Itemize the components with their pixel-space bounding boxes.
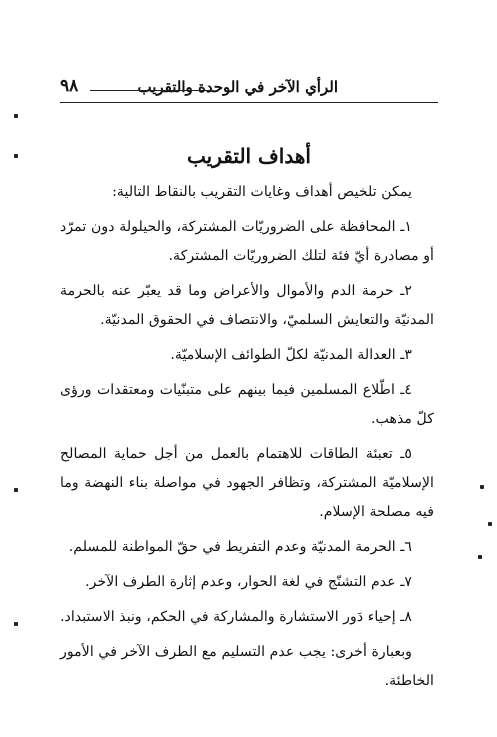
goal-item-4: ٤ـ اطّلاع المسلمين فيما بينهم على متبنّيات ومعتقدات ورؤى كلّ مذهب. [60, 382, 434, 427]
scan-speck [14, 622, 18, 626]
scan-speck [14, 488, 18, 492]
running-head-rule [90, 90, 212, 91]
scan-speck [14, 154, 18, 158]
goal-item-8: ٨ـ إحياء دَور الاستشارة والمشاركة في الحكم، ونبذ الاستبداد. [60, 609, 412, 625]
section-heading: أهداف التقريب [187, 144, 311, 168]
scan-speck [478, 555, 482, 559]
running-head-title: الرأي الآخر في الوحدة والتقريب [137, 78, 338, 96]
goal-item-3: ٣ـ العدالة المدنيّة لكلّ الطوائف الإسلاميّة. [170, 347, 412, 363]
goal-item-7: ٧ـ عدم التشنّج في لغة الحوار، وعدم إثارة الطرف الآخر. [85, 574, 412, 590]
intro-paragraph: يمكن تلخيص أهداف وغايات التقريب بالنقاط التالية: [112, 184, 412, 200]
body-text [60, 178, 434, 702]
page-number: ٩٨ [60, 76, 79, 96]
goal-item-1: ١ـ المحافظة على الضروريّات المشتركة، والحيلولة دون تمرّد أو مصادرة أيّ فئة لتلك الضروريّات المشتركة. [60, 219, 434, 264]
scan-speck [14, 114, 18, 118]
scan-speck [488, 522, 492, 526]
header-divider [60, 102, 438, 103]
goal-item-2: ٢ـ حرمة الدم والأموال والأعراض وما قد يعبّر عنه بالحرمة المدنيّة والتعايش السلميّ، والانتصاف في الحقوق المدنيّة. [60, 283, 434, 328]
goal-item-6: ٦ـ الحرمة المدنيّة وعدم التفريط في حقّ المواطنة للمسلم. [68, 539, 412, 555]
goal-item-5: ٥ـ تعبئة الطاقات للاهتمام بالعمل من أجل حماية المصالح الإسلاميّة المشتركة، وتظافر الجهود في مواصلة بناء النهضة وما فيه مصلحة الإسلام. [60, 446, 434, 520]
running-head [60, 76, 438, 102]
scan-speck [480, 485, 484, 489]
closing-paragraph: وبعبارة أخرى: يجب عدم التسليم مع الطرف الآخر في الأمور الخاطئة. [60, 644, 434, 689]
